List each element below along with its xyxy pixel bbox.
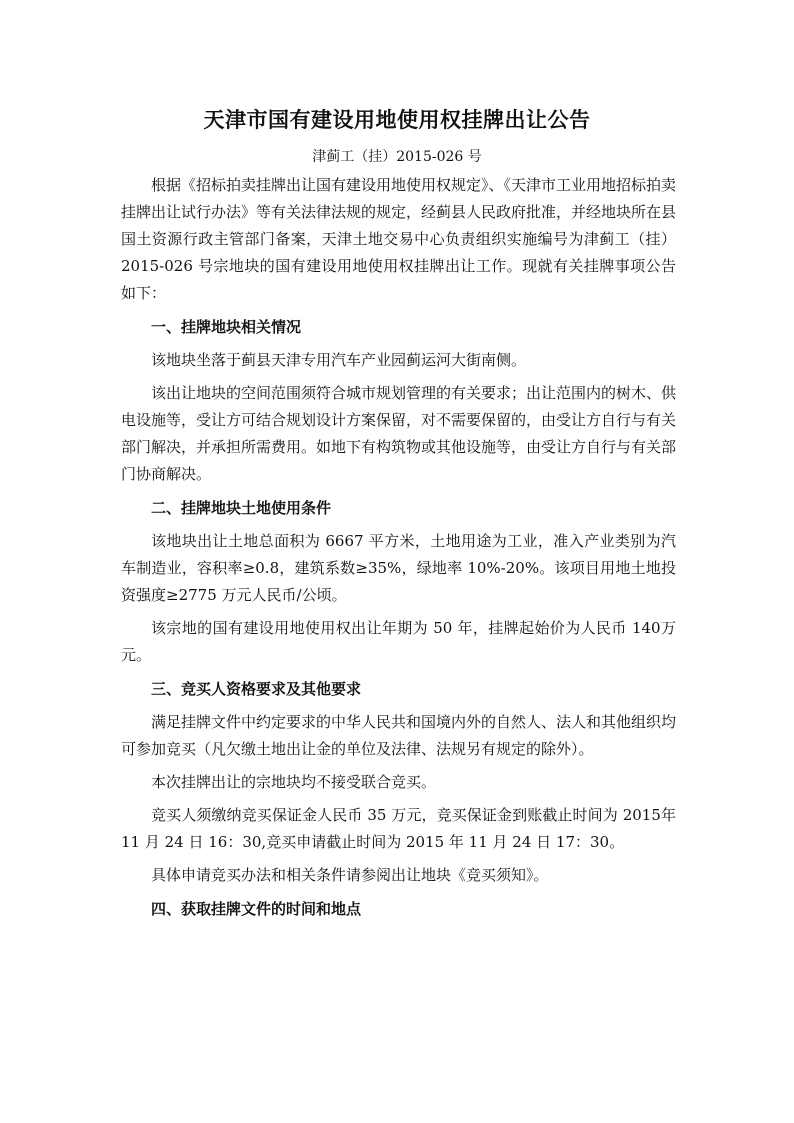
section-2-paragraph-1: 该地块出让土地总面积为 6667 平方米，土地用途为工业，准入产业类别为汽车制造业，容积率≥0.8，建筑系数≥35%，绿地率 10%-20%。该项目用地土地投资强度≥2775 万元人民币/公顷。 <box>121 532 676 604</box>
document-title: 天津市国有建设用地使用权挂牌出让公告 <box>203 108 591 132</box>
section-2-paragraph-2: 该宗地的国有建设用地使用权出让年期为 50 年，挂牌起始价为人民币 140万元。 <box>121 619 676 664</box>
section-1-paragraph-1: 该地块坐落于蓟县天津专用汽车产业园蓟运河大街南侧。 <box>151 351 527 369</box>
document-body <box>121 172 676 929</box>
intro-paragraph: 根据《招标拍卖挂牌出让国有建设用地使用权规定》、《天津市工业用地招标拍卖挂牌出让试行办法》等有关法律法规的规定，经蓟县人民政府批准，并经地块所在县国土资源行政主管部门备案，天津土地交易中心负责组织实施编号为津蓟工（挂）2015-026 号宗地块的国有建设用地使用权挂牌出让工作。现就有关挂牌事项公告如下： <box>121 176 677 302</box>
section-heading-1: 一、挂牌地块相关情况 <box>151 318 302 336</box>
section-3-paragraph-1: 满足挂牌文件中约定要求的中华人民共和国境内外的自然人、法人和其他组织均可参加竞买（凡欠缴土地出让金的单位及法律、法规另有规定的除外）。 <box>121 713 677 758</box>
section-3-paragraph-2: 本次挂牌出让的宗地块均不接受联合竞买。 <box>151 773 437 791</box>
section-3-paragraph-3: 竞买人须缴纳竞买保证金人民币 35 万元，竞买保证金到账截止时间为 2015年 11 月 24 日 16：30,竞买申请截止时间为 2015 年 11 月 24 日 17：30。 <box>121 806 676 851</box>
section-heading-2: 二、挂牌地块土地使用条件 <box>151 499 332 517</box>
section-heading-4: 四、获取挂牌文件的时间和地点 <box>151 900 362 918</box>
section-1-paragraph-2: 该出让地块的空间范围须符合城市规划管理的有关要求；出让范围内的树木、供电设施等，受让方可结合规划设计方案保留，对不需要保留的，由受让方自行与有关部门解决，并承担所需费用。如地下有构筑物或其他设施等，由受让方自行与有关部门协商解决。 <box>121 384 677 483</box>
section-heading-3: 三、竞买人资格要求及其他要求 <box>151 680 362 698</box>
document-number: 津蓟工（挂）2015-026 号 <box>312 149 482 165</box>
section-3-paragraph-4: 具体申请竞买办法和相关条件请参阅出让地块《竞买须知》。 <box>151 866 549 884</box>
